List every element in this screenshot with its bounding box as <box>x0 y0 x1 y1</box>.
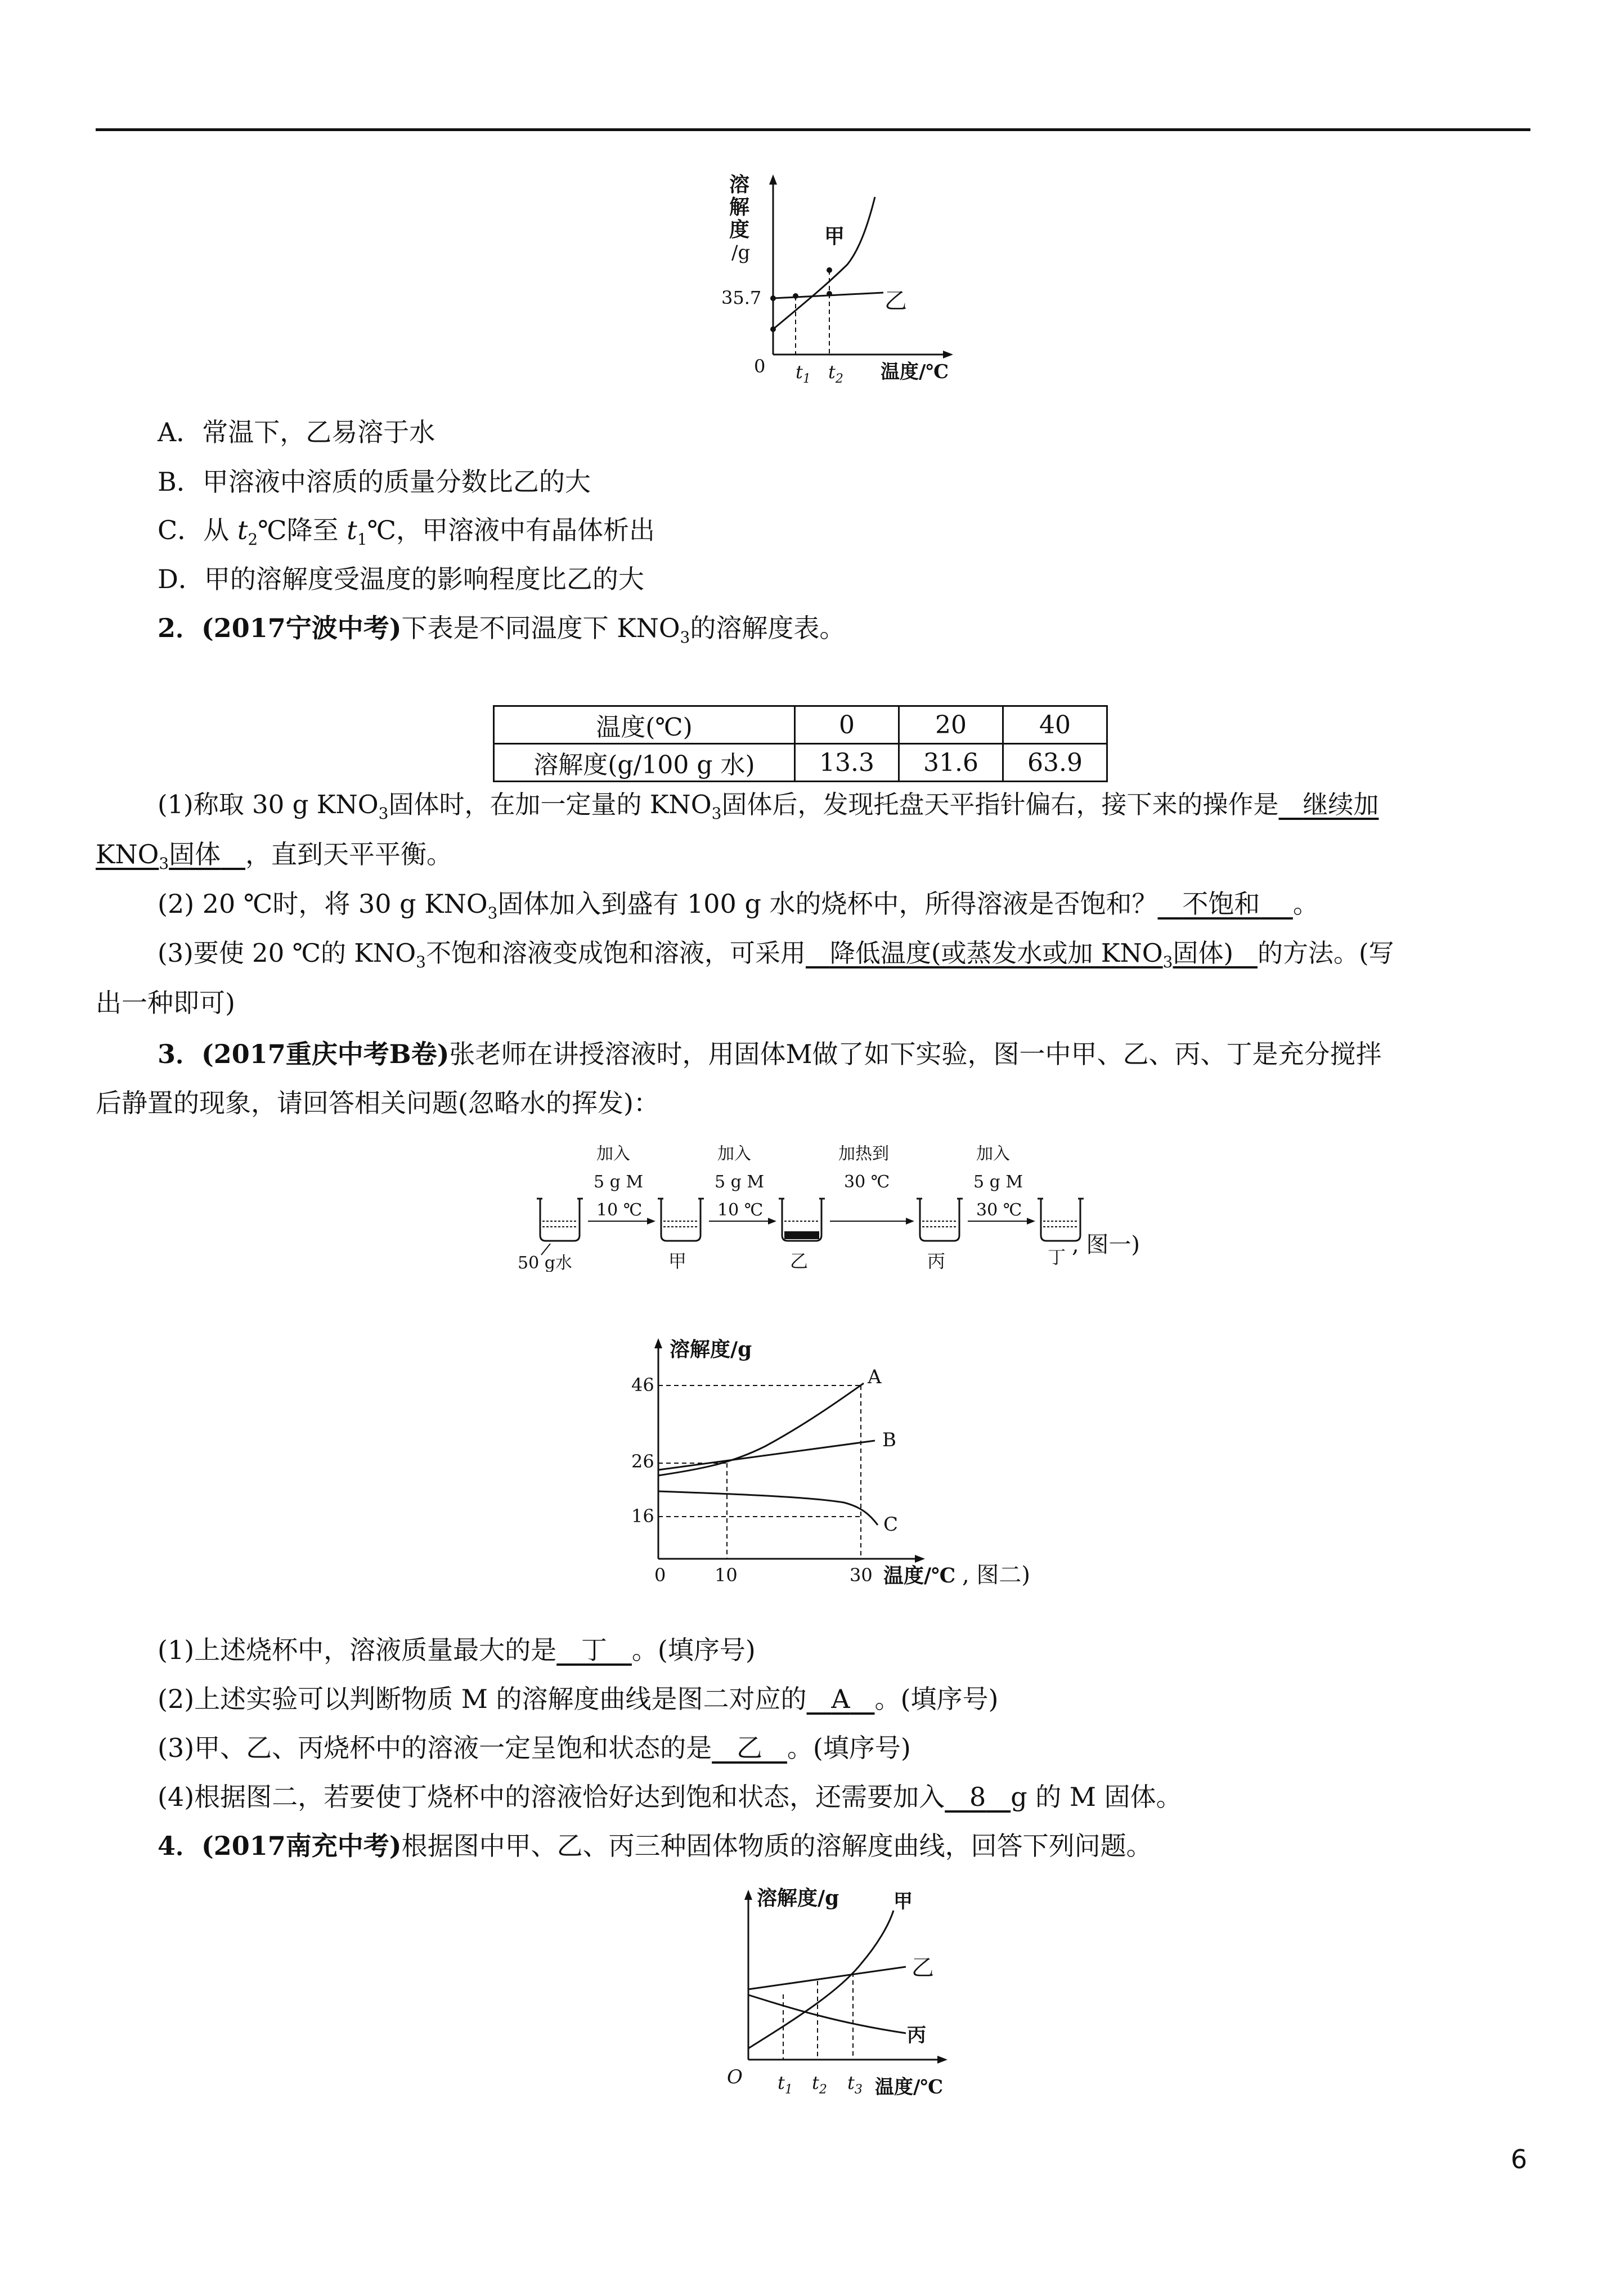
solubility-chart-3 <box>715 1880 985 2105</box>
y-tick-label: 35.7 <box>721 287 762 308</box>
ylabel-char: 度 <box>729 218 750 241</box>
answer: 固体) <box>1173 938 1234 968</box>
step-label: 加入 <box>717 1144 751 1164</box>
y-tick-label: 46 <box>631 1374 654 1396</box>
experiment-diagram <box>518 1137 1170 1272</box>
table-cell: 40 <box>1003 706 1107 744</box>
x-axis-label: 温度/℃ <box>875 2076 944 2098</box>
series-jia-curve <box>773 197 875 329</box>
series-c-curve <box>658 1491 878 1525</box>
beaker-label: 乙 <box>790 1250 809 1272</box>
q3-answer-3: (3)甲、乙、丙烧杯中的溶液一定呈饱和状态的是 乙 。(填序号) <box>158 1733 911 1763</box>
page-number: 6 <box>1511 2144 1528 2174</box>
solubility-table <box>493 705 1108 782</box>
question-2-stem: 2．(2017宁波中考)下表是不同温度下 $KNO_3$的溶解度表。 <box>158 613 846 647</box>
solubility-chart-2 <box>596 1328 1080 1609</box>
water-label: 50 g水 <box>518 1253 572 1272</box>
x-tick-label: 0 <box>654 1564 666 1586</box>
table-cell: 温度(℃) <box>494 706 795 744</box>
step-label: 5 g M <box>594 1172 644 1192</box>
q3-answer-1: (1)上述烧杯中，溶液质量最大的是 丁 。(填序号) <box>158 1635 756 1665</box>
table-cell: 20 <box>899 706 1003 744</box>
beaker-bing <box>917 1199 963 1241</box>
q2-part-1-cont: $KNO_3$固体 ，直到天平平衡。 <box>96 839 453 873</box>
x-axis-label: 温度/℃ <box>881 361 949 383</box>
table-cell: 溶解度(g/100 g 水) <box>494 744 795 782</box>
answer: 8 <box>969 1782 986 1812</box>
x-axis-label: 温度/℃ <box>883 1564 956 1588</box>
option-b: B．甲溶液中溶质的质量分数比乙的大 <box>158 467 591 497</box>
option-d: D．甲的溶解度受温度的影响程度比乙的大 <box>158 564 644 594</box>
series-yi-line <box>748 1967 906 1989</box>
y-tick-label: 16 <box>631 1505 654 1527</box>
series-bing-curve <box>748 1995 906 2033</box>
step-label: 10 ℃ <box>717 1200 764 1220</box>
y-axis-label: 溶解度/g <box>670 1338 752 1361</box>
table-cell: 0 <box>795 706 899 744</box>
y-tick-label: 26 <box>631 1451 654 1472</box>
q3-answer-4: (4)根据图二，若要使丁烧杯中的溶液恰好达到饱和状态，还需要加入 8 g 的 M 固体。 <box>158 1782 1182 1812</box>
x-tick-label: $t_1$ <box>796 361 811 386</box>
option-c: C．从 $t_2℃$降至 $t_1℃$，甲溶液中有晶体析出 <box>158 515 655 549</box>
step-label: 30 ℃ <box>976 1200 1022 1220</box>
x-tick-label: $t_1$ <box>778 2072 793 2097</box>
q2-part-1: (1)称取 30 g $KNO_3$固体时，在加一定量的 $KNO_3$固体后，发现托盘天平指针偏右，接下来的操作是 继续加 <box>158 790 1379 823</box>
header-rule <box>96 128 1530 131</box>
answer: KNO <box>96 839 159 869</box>
q2-part-2: (2) 20 ℃时，将 30 g $KNO_3$固体加入到盛有 100 g 水的烧杯中，所得溶液是否饱和？ 不饱和 。 <box>158 889 1319 923</box>
step-label: 加入 <box>596 1144 630 1164</box>
question-3-stem: 3．(2017重庆中考B卷)张老师在讲授溶液时，用固体M做了如下实验，图一中甲、乙、丙、丁是充分搅拌 <box>158 1039 1382 1069</box>
step-label: 5 g M <box>715 1172 765 1192</box>
series-label-c: C <box>883 1513 899 1536</box>
answer: 降低温度(或蒸发水或加 KNO <box>829 938 1163 968</box>
series-label-yi: 乙 <box>911 1955 934 1981</box>
step-label: 30 ℃ <box>844 1172 890 1192</box>
origin-label: 0 <box>754 356 766 377</box>
question-3-stem-cont: 后静置的现象，请回答相关问题(忽略水的挥发)： <box>96 1088 659 1118</box>
answer: A <box>831 1684 850 1714</box>
ylabel-char: /g <box>731 241 751 264</box>
x-tick-label: $t_3$ <box>847 2072 863 2097</box>
series-label-b: B <box>882 1429 896 1451</box>
table-cell: 31.6 <box>899 744 1003 782</box>
figure-caption: , 图二) <box>962 1562 1031 1588</box>
beaker-start <box>537 1199 583 1241</box>
series-label-jia: 甲 <box>824 225 845 248</box>
origin-label: O <box>727 2066 743 2088</box>
beaker-jia <box>658 1199 704 1241</box>
q3-answer-2: (2)上述实验可以判断物质 M 的溶解度曲线是图二对应的 A 。(填序号) <box>158 1684 999 1714</box>
question-4-stem: 4．(2017南充中考)根据图中甲、乙、丙三种固体物质的溶解度曲线，回答下列问题。 <box>158 1831 1152 1861</box>
solubility-chart-1 <box>715 169 973 394</box>
beaker-label: 丙 <box>927 1250 946 1272</box>
series-label-bing: 丙 <box>907 2024 926 2047</box>
step-label: 10 ℃ <box>596 1200 643 1220</box>
series-a-curve <box>658 1383 864 1476</box>
step-label: 加热到 <box>838 1144 889 1164</box>
answer: 继续加 <box>1303 790 1379 819</box>
answer: 丁 <box>581 1635 608 1665</box>
step-label: 加入 <box>976 1144 1010 1164</box>
table-row <box>494 744 1107 782</box>
series-label-yi: 乙 <box>884 288 907 314</box>
series-label-jia: 甲 <box>893 1890 913 1913</box>
series-label-a: A <box>868 1366 882 1388</box>
step-label: 5 g M <box>973 1172 1023 1192</box>
table-row <box>494 706 1107 744</box>
x-tick-label: $t_2$ <box>812 2072 827 2097</box>
y-axis-label: 溶解度/g <box>757 1886 839 1910</box>
answer: 不饱和 <box>1182 889 1260 919</box>
x-tick-label: 30 <box>850 1564 873 1586</box>
ylabel-char: 溶 <box>729 173 750 196</box>
answer: 固体 <box>169 839 221 869</box>
beaker-label: 甲 <box>668 1250 687 1272</box>
figure-caption: , 图一) <box>1072 1232 1140 1258</box>
q2-part-3-cont: 出一种即可) <box>96 988 235 1018</box>
x-tick-label: $t_2$ <box>828 361 843 386</box>
q2-part-3: (3)要使 20 ℃的 $KNO_3$不饱和溶液变成饱和溶液，可采用 降低温度(或蒸发水或加 $KNO_3$固体) 的方法。(写 <box>158 938 1394 971</box>
beaker-yi <box>779 1199 825 1241</box>
x-tick-label: 10 <box>715 1564 738 1586</box>
option-a: A．常温下，乙易溶于水 <box>158 417 435 447</box>
beaker-label: 丁 <box>1048 1246 1066 1268</box>
answer: 乙 <box>737 1733 763 1763</box>
table-cell: 13.3 <box>795 744 899 782</box>
ylabel-char: 解 <box>729 195 750 219</box>
table-cell: 63.9 <box>1003 744 1107 782</box>
